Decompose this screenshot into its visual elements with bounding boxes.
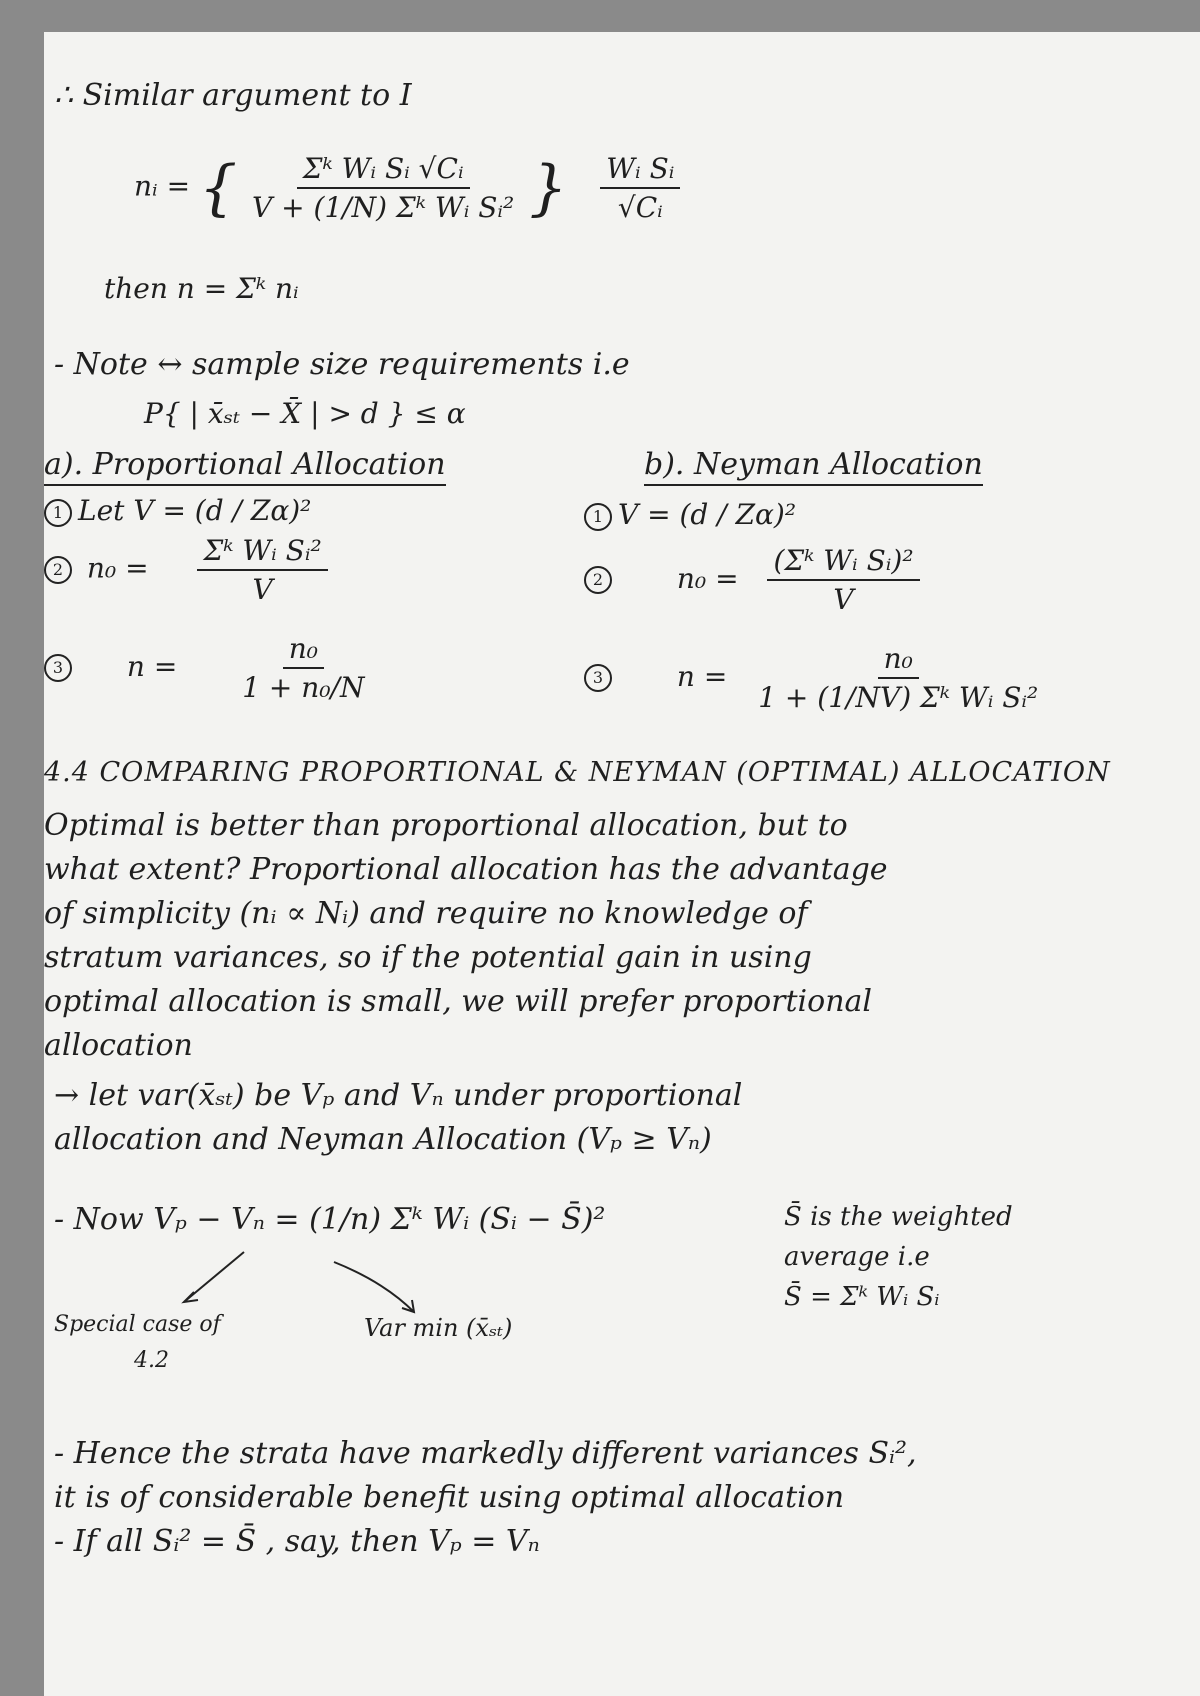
proportional-step-2: 2 n₀ = $\frac{\text{Σᵏ Wᵢ Sᵢ²}}{V}$ [44, 534, 328, 606]
special-case-note: Special case of 4.2 [54, 1312, 221, 1373]
neyman-step-2: 2 n₀ = $\frac{\text{(Σᵏ Wᵢ Sᵢ)²}}{V}$ [584, 544, 920, 616]
var-min-note: Var min (x̄ₛₜ) [364, 1314, 513, 1342]
neyman-n0-denominator: V [833, 583, 854, 616]
neyman-title: b). Neyman Allocation [644, 447, 983, 482]
paragraph-line: Optimal is better than proportional allocation, but to [44, 808, 848, 843]
hence-line: - If all Sᵢ² = S̄ , say, then Vₚ = Vₙ [54, 1524, 540, 1559]
neyman-step-1: 1 V = (d / Zα)² [584, 498, 796, 531]
formula-ni: nᵢ = { $\frac{\text{Σᵏ Wᵢ Sᵢ √Cᵢ}}{\text{V + (1/N) Σᵏ Wᵢ Sᵢ²}}$ } $\frac{\text{Wᵢ Sᵢ}}{\text{√Cᵢ}}$ [134, 152, 680, 224]
neyman-n-numerator: n₀ [878, 642, 919, 679]
formula-ni-numerator: Σᵏ Wᵢ Sᵢ √Cᵢ [297, 152, 470, 189]
formula-ni-lhs: nᵢ = [134, 169, 191, 203]
sbar-note: S̄ is the weighted average i.e S̄ = Σᵏ Wᵢ Sᵢ [784, 1202, 1013, 1312]
paragraph-line: optimal allocation is small, we will prefer proportional [44, 984, 873, 1019]
variance-line: allocation and Neyman Allocation (Vₚ ≥ Vₙ) [54, 1122, 712, 1157]
proportional-step-1: 1 Let V = (d / Zα)² [44, 494, 311, 527]
proportional-step-3: 3 n = $\frac{\text{n₀}}{\text{1 + n₀/N}}$ [44, 632, 371, 704]
formula-ni-factor-denominator: √Cᵢ [617, 191, 663, 224]
proportional-n-numerator: n₀ [283, 632, 324, 669]
section-title: 4.4 COMPARING PROPORTIONAL & NEYMAN (OPTIMAL) ALLOCATION [44, 757, 1111, 788]
formula-ni-denominator: V + (1/N) Σᵏ Wᵢ Sᵢ² [252, 191, 515, 224]
paragraph-line: of simplicity (nᵢ ∝ Nᵢ) and require no knowledge of [44, 896, 808, 931]
paragraph-line: allocation [44, 1028, 193, 1063]
hence-line: - Hence the strata have markedly different variances Sᵢ², [54, 1436, 917, 1471]
neyman-step-3: 3 n = $\frac{\text{n₀}}{\text{1 + (1/NV) Σᵏ Wᵢ Sᵢ²}}$ [584, 642, 1044, 714]
paragraph-line: stratum variances, so if the potential gain in using [44, 940, 812, 975]
proportional-n-denominator: 1 + n₀/N [242, 671, 365, 704]
formula-ni-factor [600, 152, 680, 224]
proportional-n0-numerator: Σᵏ Wᵢ Sᵢ² [197, 534, 327, 571]
notes-page [44, 32, 1200, 1696]
neyman-n0-numerator: (Σᵏ Wᵢ Sᵢ)² [767, 544, 919, 581]
formula-ni-fraction [246, 152, 520, 224]
proportional-title: a). Proportional Allocation [44, 447, 446, 482]
neyman-n-denominator: 1 + (1/NV) Σᵏ Wᵢ Sᵢ² [758, 681, 1039, 714]
paragraph-line: what extent? Proportional allocation has the advantage [44, 852, 888, 887]
comparison-paragraph [44, 804, 1194, 1068]
hence-line: it is of considerable benefit using optimal allocation [54, 1480, 845, 1515]
formula-ni-factor-numerator: Wᵢ Sᵢ [600, 152, 680, 189]
note-line: - Note ↔ sample size requirements i.e [54, 347, 630, 382]
hence-paragraph [54, 1432, 1200, 1564]
variance-line: → let var(x̄ₛₜ) be Vₚ and Vₙ under proportional [54, 1078, 743, 1113]
then-line: then n = Σᵏ nᵢ [104, 272, 299, 305]
now-equation: - Now Vₚ − Vₙ = (1/n) Σᵏ Wᵢ (Sᵢ − S̄)² [54, 1202, 606, 1237]
probability-line: P{ | x̄ₛₜ − X̄ | > d } ≤ α [144, 397, 466, 430]
variance-definition [54, 1074, 1200, 1162]
heading: ∴ Similar argument to I [54, 78, 412, 113]
proportional-n0-denominator: V [252, 573, 273, 606]
